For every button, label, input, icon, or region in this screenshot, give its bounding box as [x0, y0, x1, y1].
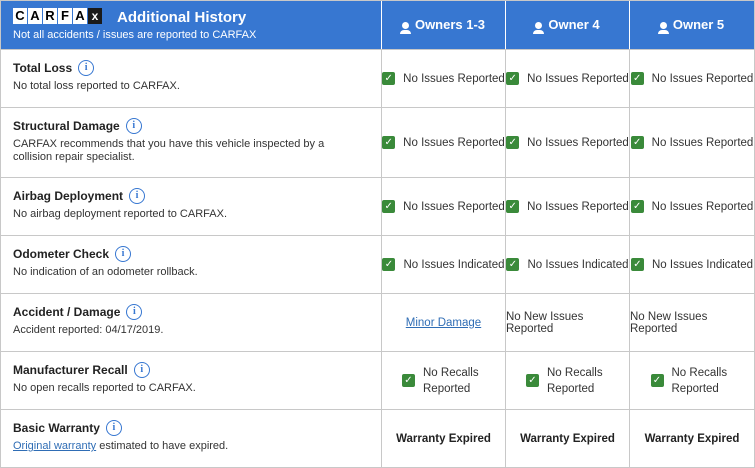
row-description: No airbag deployment reported to CARFAX.	[13, 208, 228, 220]
check-icon: ✓	[631, 72, 644, 85]
table-row: Structural Damage i CARFAX recommends that you have this vehicle inspected by a collision repair specialist. ✓ No Issues Reported ✓ No Issues Reported ✓ No Issues Reported	[1, 107, 754, 177]
row-title: Total Loss	[13, 61, 73, 75]
check-icon: ✓	[382, 136, 395, 149]
check-icon: ✓	[506, 258, 519, 271]
info-icon[interactable]: i	[78, 60, 94, 76]
row-title: Basic Warranty	[13, 421, 100, 435]
carfax-logo: C A R F A x	[13, 8, 103, 24]
table-row: Basic Warranty i Original warranty estimated to have expired. Warranty Expired Warranty Expired Warranty Expired	[1, 409, 754, 467]
row-description: No indication of an odometer rollback.	[13, 266, 198, 278]
owner-column-header: Owners 1-3	[381, 1, 505, 49]
table-row: Manufacturer Recall i No open recalls reported to CARFAX. ✓ No Recalls Reported ✓ No Recalls Reported ✓ No Recalls Reported	[1, 351, 754, 409]
check-icon: ✓	[631, 136, 644, 149]
table-header	[1, 1, 754, 49]
owner-column-header: Owner 4	[505, 1, 629, 49]
row-title: Accident / Damage	[13, 305, 121, 319]
table-row: Accident / Damage i Accident reported: 04/17/2019. Minor Damage No New Issues Reported No New Issues Reported	[1, 293, 754, 351]
row-description: No open recalls reported to CARFAX.	[13, 382, 196, 394]
table-row: Odometer Check i No indication of an odometer rollback. ✓ No Issues Indicated ✓ No Issues Indicated ✓ No Issues Indicated	[1, 235, 754, 293]
info-icon[interactable]: i	[126, 118, 142, 134]
section-title: Additional History	[117, 9, 247, 26]
check-icon: ✓	[631, 258, 644, 271]
check-icon: ✓	[651, 374, 664, 387]
check-icon: ✓	[382, 258, 395, 271]
person-icon	[535, 22, 542, 29]
row-title: Structural Damage	[13, 119, 120, 133]
check-icon: ✓	[506, 136, 519, 149]
check-icon: ✓	[631, 200, 644, 213]
check-icon: ✓	[402, 374, 415, 387]
owner-column-header: Owner 5	[629, 1, 754, 49]
row-description: Accident reported: 04/17/2019.	[13, 324, 164, 336]
row-title: Airbag Deployment	[13, 189, 124, 203]
info-icon[interactable]: i	[134, 362, 150, 378]
minor-damage-link[interactable]: Minor Damage	[405, 316, 482, 329]
section-subtitle: Not all accidents / issues are reported to CARFAX	[13, 29, 257, 41]
row-title: Manufacturer Recall	[13, 363, 128, 377]
row-title: Odometer Check	[13, 247, 110, 261]
row-description: Original warranty estimated to have expired.	[13, 440, 229, 452]
original-warranty-link[interactable]: Original warranty	[13, 440, 97, 452]
person-icon	[660, 22, 667, 29]
info-icon[interactable]: i	[115, 246, 131, 262]
table-row: Total Loss i No total loss reported to CARFAX. ✓ No Issues Reported ✓ No Issues Reported ✓ No Issues Reported	[1, 49, 754, 107]
info-icon[interactable]: i	[106, 420, 122, 436]
row-description: No total loss reported to CARFAX.	[13, 80, 180, 92]
check-icon: ✓	[526, 374, 539, 387]
info-icon[interactable]: i	[129, 188, 145, 204]
check-icon: ✓	[382, 200, 395, 213]
check-icon: ✓	[382, 72, 395, 85]
check-icon: ✓	[506, 200, 519, 213]
info-icon[interactable]: i	[126, 304, 142, 320]
check-icon: ✓	[506, 72, 519, 85]
table-row: Airbag Deployment i No airbag deployment reported to CARFAX. ✓ No Issues Reported ✓ No Issues Reported ✓ No Issues Reported	[1, 177, 754, 235]
person-icon	[402, 22, 409, 29]
row-description: CARFAX recommends that you have this vehicle inspected by a collision repair specialist.	[13, 138, 325, 163]
